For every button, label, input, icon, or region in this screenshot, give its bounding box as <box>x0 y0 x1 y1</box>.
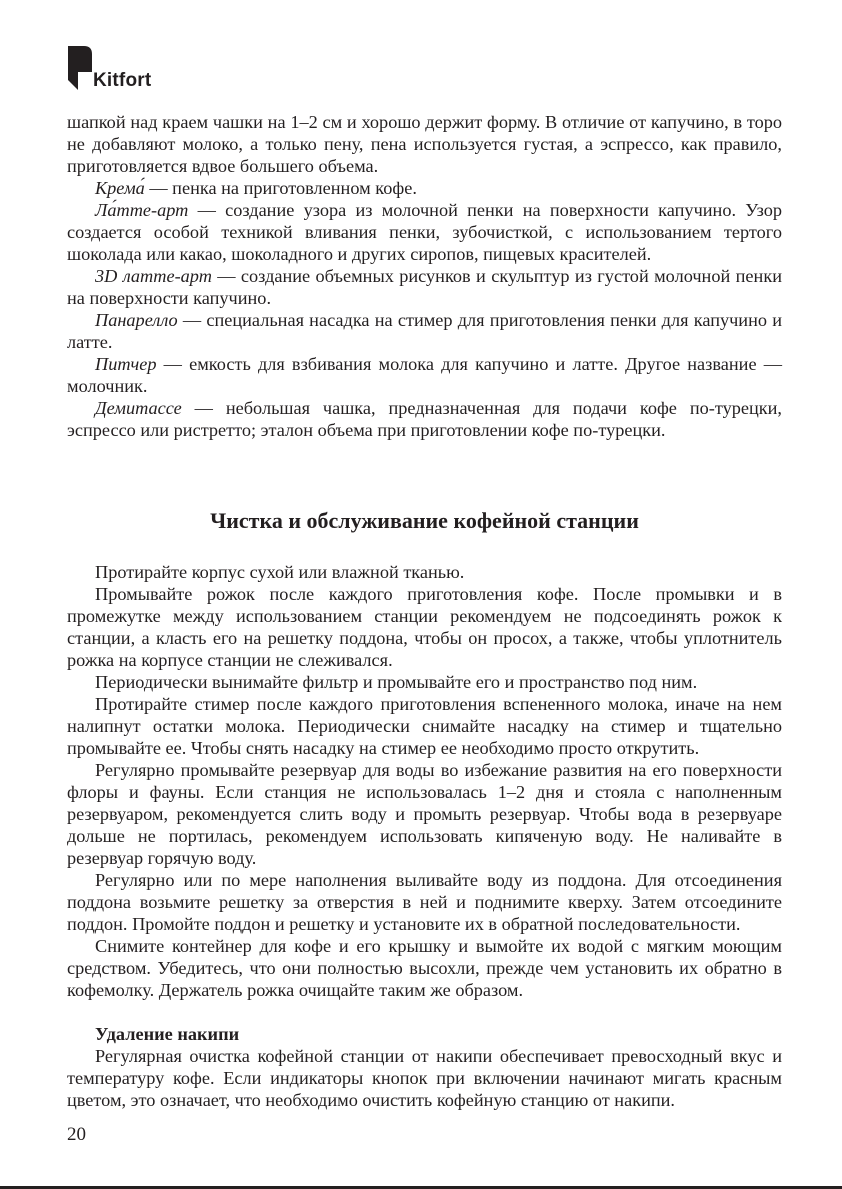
term-pitcher <box>67 353 782 397</box>
subsection-title: Удаление накипи <box>95 1024 240 1044</box>
term-description: — емкость для взбивания молока для капучино и латте. Другое название — молочник. <box>67 354 782 396</box>
section-paragraph: Периодически вынимайте фильтр и промывайте его и пространство под ним. <box>95 672 698 692</box>
term-description: — пенка на приготовленном кофе. <box>144 178 417 198</box>
section-title: Чистка и обслуживание кофейной станции <box>210 508 639 533</box>
section-paragraph: Регулярно или по мере наполнения выливайте воду из поддона. Для отсоединения поддона возьмите решетку за отверстия в ней и поднимите кверху. Затем отсоедините поддон. Промойте поддон и решетку и установите их в обратной последовательности. <box>67 870 782 934</box>
page-content <box>67 111 782 1111</box>
section-paragraph: Протирайте корпус сухой или влажной тканью. <box>95 562 465 582</box>
term-name: 3D латте-арт <box>95 266 212 286</box>
term-demitasse <box>67 397 782 441</box>
term-name: Ла́тте-арт <box>95 200 189 220</box>
subsection-paragraph: Регулярная очистка кофейной станции от накипи обеспечивает превосходный вкус и температуру кофе. Если индикаторы кнопок при включении начинают мигать красным цветом, это означает, что необходимо очистить кофейную станцию от накипи. <box>67 1046 782 1110</box>
term-name: Питчер <box>95 354 157 374</box>
term-description: — небольшая чашка, предназначенная для подачи кофе по-турецки, эспрессо или ристретто; эталон объема при приготовлении кофе по-турецки. <box>67 398 782 440</box>
term-description: — специальная насадка на стимер для приготовления пенки для капучино и латте. <box>67 310 782 352</box>
section-paragraph: Протирайте стимер после каждого приготовления вспененного молока, иначе на нем налипнут остатки молока. Периодически снимайте насадку на стимер и тщательно промывайте ее. Чтобы снять насадку на стимер ее необходимо просто открутить. <box>67 694 782 758</box>
page-number: 20 <box>67 1124 86 1145</box>
term-description: — создание объемных рисунков и скульптур из густой молочной пенки на поверхности капучино. <box>67 266 782 308</box>
term-name: Крема́ <box>95 178 145 198</box>
section-paragraph: Регулярно промывайте резервуар для воды во избежание развития на его поверхности флоры и фауны. Если станция не использовалась 1–2 дня и стояла с наполненным резервуаром, рекомендуется слить воду и промыть резервуар. Чтобы вода в резервуаре дольше не портилась, рекомендуем использовать кипяченую воду. Не наливайте в резервуар горячую воду. <box>67 760 782 868</box>
term-latte-art <box>67 199 782 265</box>
brand-name: Kitfort <box>93 70 152 91</box>
intro-paragraph: шапкой над краем чашки на 1–2 см и хорошо держит форму. В отличие от капучино, в торо не добавляют молоко, а только пену, пена используется густая, а эспрессо, как правило, приготовляется вдвое большего объема. <box>67 112 782 176</box>
kitfort-logo-icon <box>66 46 92 90</box>
brand-logo <box>66 46 151 90</box>
section-paragraph: Снимите контейнер для кофе и его крышку и вымойте их водой с мягким моющим средством. Убедитесь, что они полностью высохли, прежде чем установить их обратно в кофемолку. Держатель рожка очищайте таким же образом. <box>67 936 782 1000</box>
term-name: Панарелло <box>95 310 178 330</box>
term-name: Демитассе <box>95 398 182 418</box>
term-description: — создание узора из молочной пенки на поверхности капучино. Узор создается особой техникой вливания пенки, зубочисткой, с использованием тертого шоколада или какао, шоколадного и других сиропов, пищевых красителей. <box>67 200 782 264</box>
term-panarello <box>67 309 782 353</box>
term-crema <box>67 177 782 199</box>
section-paragraph: Промывайте рожок после каждого приготовления кофе. После промывки и в промежутке между использованием станции рекомендуем не подсоединять рожок к станции, а класть его на решетку поддона, чтобы он просох, а также, чтобы уплотнитель рожка на корпусе станции не слеживался. <box>67 584 782 670</box>
term-3d-latte-art <box>67 265 782 309</box>
